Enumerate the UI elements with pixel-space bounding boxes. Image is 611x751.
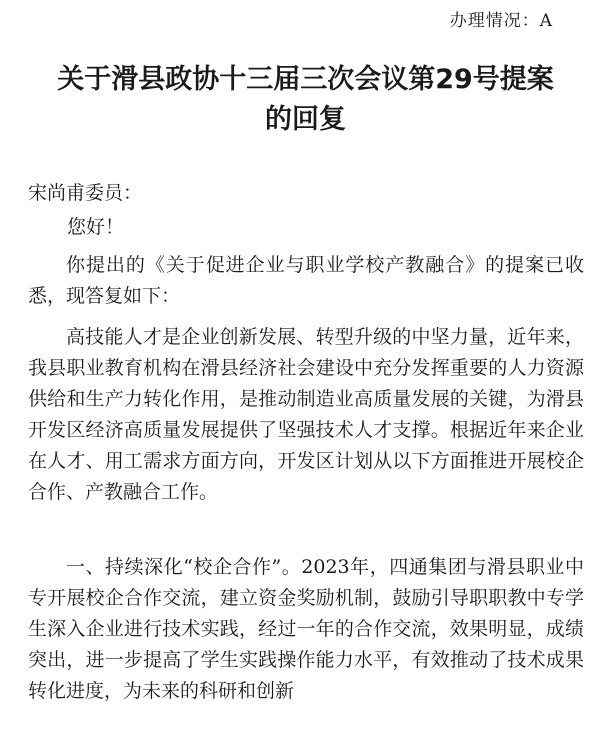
- handling-status-label: 办理情况：A: [449, 11, 553, 31]
- paragraph-intro: 你提出的《关于促进企业与职业学校产教融合》的提案已收悉，现答复如下：: [28, 254, 584, 307]
- document-title: [0, 60, 611, 140]
- salutation: 宋尚甫委员：: [28, 182, 143, 204]
- paragraph-background: 高技能人才是企业创新发展、转型升级的中坚力量，近年来，我县职业教育机构在滑县经济社会建设中充分发挥重要的人力资源供给和生产力转化作用，是推动制造业高质量发展的关键，为滑县开发区经济高质量发展提供了坚强技术人才支撑。根据近年来企业在人才、用工需求方面方向，开发区计划从以下方面推进开展校企合作、产教融合工作。: [28, 326, 584, 503]
- paragraph-point-one: 一、持续深化“校企合作”。2023年，四通集团与滑县职业中专开展校企合作交流，建立资金奖励机制，鼓励引导职职教中专学生深入企业进行技术实践，经过一年的合作交流，效果明显，成绩突出，进一步提高了学生实践操作能力水平，有效推动了技术成果转化进度，为未来的科研和创新: [28, 556, 584, 702]
- document-title-line-1: 关于滑县政协十三届三次会议第29号提案: [57, 64, 554, 95]
- document-title-line-2: 的回复: [265, 104, 346, 135]
- greeting: 您好！: [67, 216, 125, 238]
